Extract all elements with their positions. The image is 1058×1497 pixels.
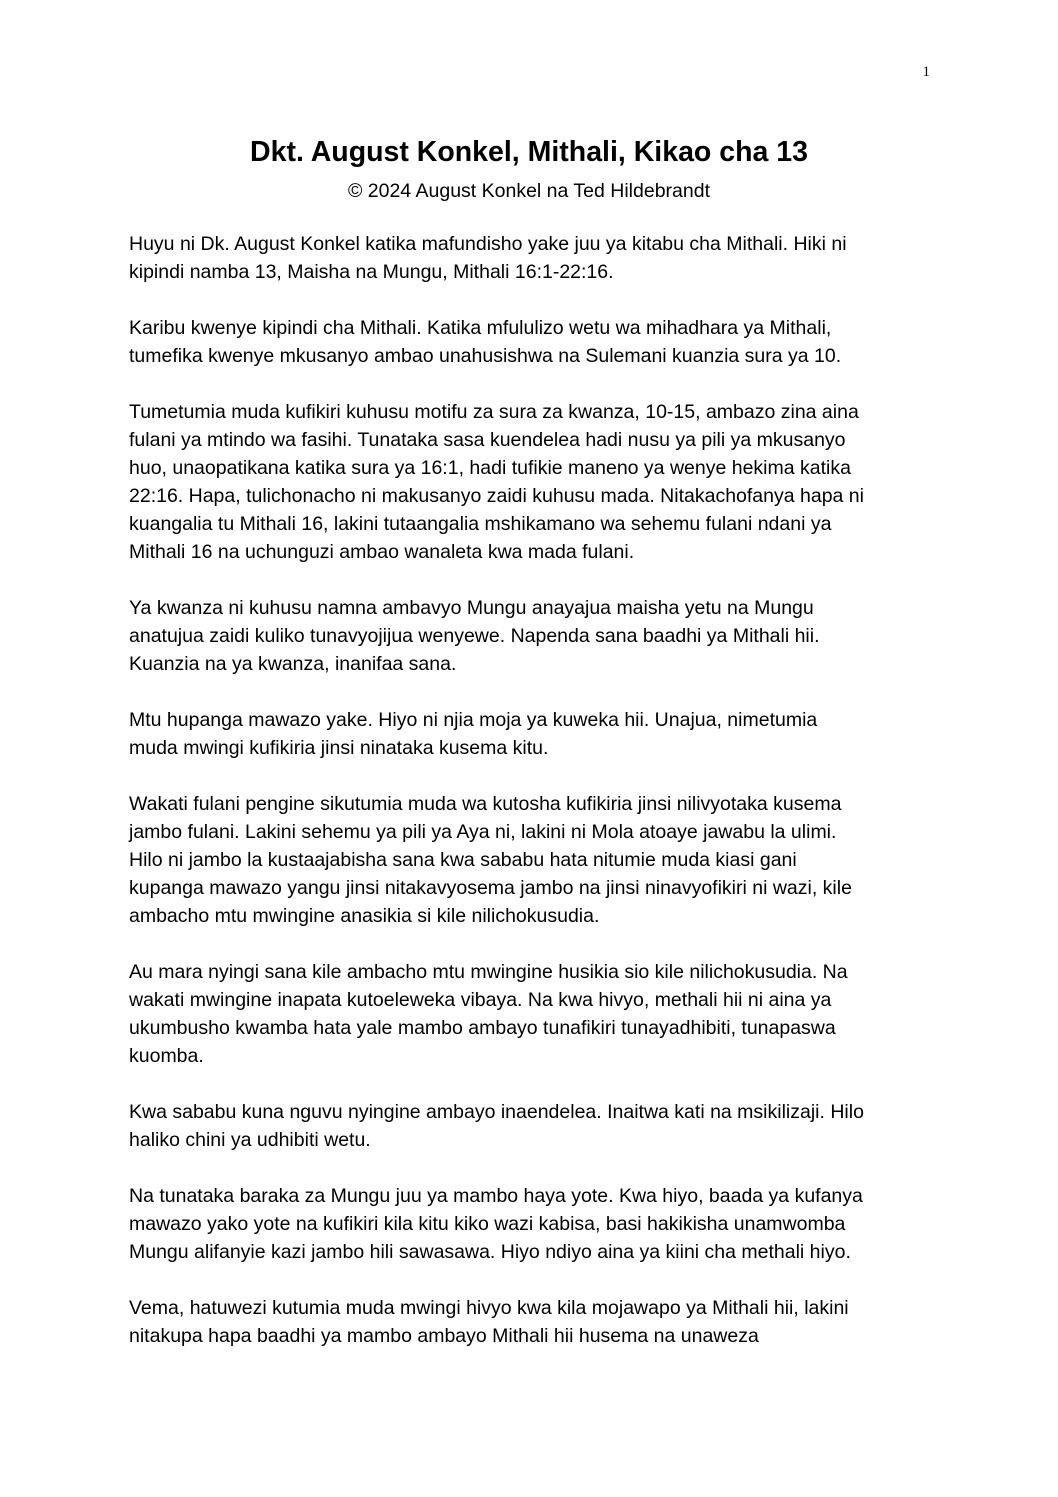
text-line: Au mara nyingi sana kile ambacho mtu mwingine husikia sio kile nilichokusudia. Na [129, 961, 848, 983]
paragraph [129, 790, 929, 930]
paragraph [129, 958, 929, 1070]
text-line: Kwa sababu kuna nguvu nyingine ambayo inaendelea. Inaitwa kati na msikilizaji. Hilo [129, 1101, 864, 1123]
text-line: jambo fulani. Lakini sehemu ya pili ya Aya ni, lakini ni Mola atoaye jawabu la ulimi. [129, 821, 837, 843]
text-line: Huyu ni Dk. August Konkel katika mafundisho yake juu ya kitabu cha Mithali. Hiki ni [129, 233, 847, 255]
paragraph [129, 314, 929, 370]
text-line: haliko chini ya udhibiti wetu. [129, 1129, 371, 1151]
text-line: Ya kwanza ni kuhusu namna ambavyo Mungu anayajua maisha yetu na Mungu [129, 597, 814, 619]
text-line: Na tunataka baraka za Mungu juu ya mambo haya yote. Kwa hiyo, baada ya kufanya [129, 1185, 863, 1207]
paragraph [129, 594, 929, 678]
text-line: Mithali 16 na uchunguzi ambao wanaleta kwa mada fulani. [129, 541, 635, 563]
page-number: 1 [922, 64, 930, 80]
paragraph [129, 1098, 929, 1154]
text-line: ukumbusho kwamba hata yale mambo ambayo tunafikiri tunayadhibiti, tunapaswa [129, 1017, 836, 1039]
document-title: Dkt. August Konkel, Mithali, Kikao cha 13 [250, 136, 808, 168]
paragraph [129, 1182, 929, 1266]
text-line: Karibu kwenye kipindi cha Mithali. Katika mfululizo wetu wa mihadhara ya Mithali, [129, 317, 832, 339]
text-line: Kuanzia na ya kwanza, inanifaa sana. [129, 653, 457, 675]
paragraph [129, 398, 929, 566]
text-line: kipindi namba 13, Maisha na Mungu, Mithali 16:1-22:16. [129, 261, 614, 283]
paragraph [129, 1294, 929, 1350]
text-line: fulani ya mtindo wa fasihi. Tunataka sasa kuendelea hadi nusu ya pili ya mkusanyo [129, 429, 846, 451]
text-line: kuangalia tu Mithali 16, lakini tutaangalia mshikamano wa sehemu fulani ndani ya [129, 513, 832, 535]
text-line: Vema, hatuwezi kutumia muda mwingi hivyo kwa kila mojawapo ya Mithali hii, lakini [129, 1297, 849, 1319]
document-body [129, 230, 929, 1378]
text-line: huo, unaopatikana katika sura ya 16:1, hadi tufikie maneno ya wenye hekima katika [129, 457, 851, 479]
text-line: tumefika kwenye mkusanyo ambao unahusishwa na Sulemani kuanzia sura ya 10. [129, 345, 842, 367]
text-line: kupanga mawazo yangu jinsi nitakavyosema jambo na jinsi ninavyofikiri ni wazi, kile [129, 877, 852, 899]
paragraph [129, 706, 929, 762]
text-line: nitakupa hapa baadhi ya mambo ambayo Mithali hii husema na unaweza [129, 1325, 759, 1347]
text-line: muda mwingi kufikiria jinsi ninataka kusema kitu. [129, 737, 549, 759]
paragraph-intro [129, 230, 929, 286]
copyright-line: © 2024 August Konkel na Ted Hildebrandt [347, 180, 711, 202]
text-line: wakati mwingine inapata kutoeleweka vibaya. Na kwa hivyo, methali hii ni aina ya [129, 989, 832, 1011]
text-line: Mungu alifanyie kazi jambo hili sawasawa. Hiyo ndiyo aina ya kiini cha methali hiyo. [129, 1241, 851, 1263]
text-line: Mtu hupanga mawazo yake. Hiyo ni njia moja ya kuweka hii. Unajua, nimetumia [129, 709, 818, 731]
text-line: Wakati fulani pengine sikutumia muda wa kutosha kufikiria jinsi nilivyotaka kusema [129, 793, 842, 815]
text-line: Tumetumia muda kufikiri kuhusu motifu za sura za kwanza, 10-15, ambazo zina aina [129, 401, 859, 423]
text-line: 22:16. Hapa, tulichonacho ni makusanyo zaidi kuhusu mada. Nitakachofanya hapa ni [129, 485, 864, 507]
text-line: anatujua zaidi kuliko tunavyojijua wenyewe. Napenda sana baadhi ya Mithali hii. [129, 625, 820, 647]
text-line: Hilo ni jambo la kustaajabisha sana kwa sababu hata nitumie muda kiasi gani [129, 849, 797, 871]
text-line: ambacho mtu mwingine anasikia si kile nilichokusudia. [129, 905, 600, 927]
text-line: kuomba. [129, 1045, 204, 1067]
text-line: mawazo yako yote na kufikiri kila kitu kiko wazi kabisa, basi hakikisha unamwomba [129, 1213, 846, 1235]
